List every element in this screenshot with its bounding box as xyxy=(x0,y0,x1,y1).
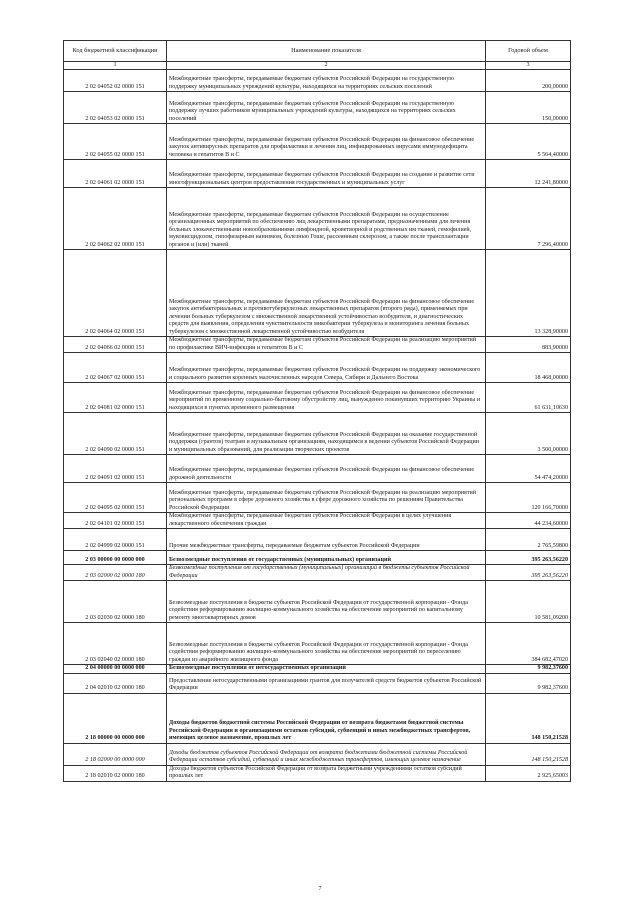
budget-code-cell: 2 02 04101 02 0000 151 xyxy=(64,513,167,529)
annual-volume-cell: 200,00000 xyxy=(486,70,571,92)
table-row xyxy=(64,92,571,124)
annual-volume-cell: 9 982,37600 xyxy=(486,673,571,693)
table-row xyxy=(64,250,571,337)
budget-code-cell: 2 03 00000 00 0000 000 xyxy=(64,551,167,565)
indicator-name-cell: Межбюджетные трансферты, передаваемые бюджетам субъектов Российской Федерации на финансовое обеспечение мероприятий по временному социально-бытовому обустройству лиц, вынужденно покинувших территорию Украины и находящихся в пунктах временного размещения xyxy=(167,383,486,413)
annual-volume-cell: 12 241,80000 xyxy=(486,160,571,188)
budget-table-page xyxy=(63,40,570,782)
budget-code-cell: 2 02 04052 02 0000 151 xyxy=(64,70,167,92)
indicator-name-cell: Межбюджетные трансферты, передаваемые бюджетам субъектов Российской Федерации на государственную поддержку муниципальных учреждений культуры, находящихся на территориях сельских поселений xyxy=(167,70,486,92)
table-row xyxy=(64,565,571,581)
indicator-name-cell: Межбюджетные трансферты, передаваемые бюджетам субъектов Российской Федерации на реализацию мероприятий по профилактике ВИЧ-инфекции и гепатитов В и С xyxy=(167,337,486,353)
budget-code-cell: 2 18 02000 00 0000 000 xyxy=(64,743,167,765)
table-row xyxy=(64,413,571,455)
budget-code-cell: 2 02 04095 02 0000 151 xyxy=(64,483,167,513)
annual-volume-cell: 10 581,09200 xyxy=(486,581,571,623)
table-body xyxy=(64,70,571,782)
budget-code-cell: 2 02 04062 02 0000 151 xyxy=(64,188,167,250)
budget-code-cell: 2 02 04067 02 0000 151 xyxy=(64,353,167,383)
column-number: 3 xyxy=(486,62,571,70)
table-row xyxy=(64,581,571,623)
header-code: Код бюджетной классификации xyxy=(64,41,167,62)
annual-volume-cell: 148 150,21528 xyxy=(486,693,571,743)
indicator-name-cell: Безвозмездные поступления от государственных (муниципальных) организаций xyxy=(167,551,486,565)
page-number: 7 xyxy=(318,885,322,892)
budget-code-cell: 2 02 04053 02 0000 151 xyxy=(64,92,167,124)
table-row xyxy=(64,513,571,529)
table-row xyxy=(64,160,571,188)
table-row xyxy=(64,337,571,353)
table-row xyxy=(64,551,571,565)
indicator-name-cell: Межбюджетные трансферты, передаваемые бюджетам субъектов Российской Федерации на поддержку экономического и социального развития коренных малочисленных народов Севера, Сибири и Дальнего Востока xyxy=(167,353,486,383)
budget-code-cell: 2 18 02010 02 0000 180 xyxy=(64,765,167,781)
annual-volume-cell: 395 263,56220 xyxy=(486,565,571,581)
table-row xyxy=(64,188,571,250)
indicator-name-cell: Межбюджетные трансферты, передаваемые бюджетам субъектов Российской Федерации на финансовое обеспечение дорожной деятельности xyxy=(167,455,486,483)
annual-volume-cell: 2 765,59800 xyxy=(486,529,571,551)
table-row xyxy=(64,529,571,551)
indicator-name-cell: Межбюджетные трансферты, передаваемые бюджетам субъектов Российской Федерации на реализацию мероприятий региональных программ в сфере дорожного хозяйства в сфере дорожного хозяйства по решениям Правительства Российской Федерации xyxy=(167,483,486,513)
indicator-name-cell: Безвозмездные поступления в бюджеты субъектов Российской Федерации от государственной корпорации - Фонда содействия реформированию жилищно-коммунального хозяйства на обеспечение мероприятий по переселению граждан из аварийного жилищного фонда xyxy=(167,623,486,665)
table-row xyxy=(64,353,571,383)
indicator-name-cell: Межбюджетные трансферты, передаваемые бюджетам субъектов Российской Федерации на финансовое обеспечение закупок антивирусных препаратов для профилактики и лечения лиц, инфицированных вирусами иммунодефицита человека и гепатитов В и С xyxy=(167,124,486,160)
budget-code-cell: 2 02 04081 02 0000 151 xyxy=(64,383,167,413)
table-row xyxy=(64,383,571,413)
annual-volume-cell: 150,00000 xyxy=(486,92,571,124)
table-row xyxy=(64,673,571,693)
annual-volume-cell: 384 682,47020 xyxy=(486,623,571,665)
table-row xyxy=(64,483,571,513)
annual-volume-cell: 148 150,21528 xyxy=(486,743,571,765)
budget-code-cell: 2 02 04064 02 0000 151 xyxy=(64,250,167,337)
indicator-name-cell: Межбюджетные трансферты, передаваемые бюджетам субъектов Российской Федерации на создание и развитие сети многофункциональных центров предоставления государственных и муниципальных услуг xyxy=(167,160,486,188)
annual-volume-cell: 3 500,00000 xyxy=(486,413,571,455)
budget-code-cell: 2 02 04066 02 0000 151 xyxy=(64,337,167,353)
budget-code-cell: 2 02 04091 02 0000 151 xyxy=(64,455,167,483)
annual-volume-cell: 883,90000 xyxy=(486,337,571,353)
table-row xyxy=(64,124,571,160)
annual-volume-cell: 44 234,60000 xyxy=(486,513,571,529)
table-row xyxy=(64,765,571,781)
indicator-name-cell: Доходы бюджетов субъектов Российской Федерации от возврата бюджетами бюджетной системы Российской Федерации остатков субсидий, субвенций и иных межбюджетных трансфертов, имеющих целевое назначение xyxy=(167,743,486,765)
budget-code-cell: 2 02 04055 02 0000 151 xyxy=(64,124,167,160)
budget-code-cell: 2 02 04090 02 0000 151 xyxy=(64,413,167,455)
budget-code-cell: 2 04 00000 00 0000 000 xyxy=(64,665,167,674)
annual-volume-cell: 395 263,56220 xyxy=(486,551,571,565)
table-row xyxy=(64,665,571,674)
annual-volume-cell: 2 925,65003 xyxy=(486,765,571,781)
budget-code-cell: 2 02 04999 02 0000 151 xyxy=(64,529,167,551)
budget-code-cell: 2 04 02010 02 0000 180 xyxy=(64,673,167,693)
table-row xyxy=(64,693,571,743)
indicator-name-cell: Межбюджетные трансферты, передаваемые бюджетам субъектов Российской Федерации на финансовое обеспечение закупок антибактериальных и противотуберкулезных лекарственных препаратов (второго ряда), применяемых при лечении больных туберкулезом с множественной лекарственной устойчивостью возбудителя, и диагностических средств для выявления, определения чувствительности микобактерии туберкулеза и мониторинга лечения больных туберкулезом с множественной лекарственной устойчивостью возбудителя xyxy=(167,250,486,337)
indicator-name-cell: Межбюджетные трансферты, передаваемые бюджетам субъектов Российской Федерации на государственную поддержку лучших работников муниципальных учреждений культуры, находящихся на территориях сельских поселений xyxy=(167,92,486,124)
indicator-name-cell: Межбюджетные трансферты, передаваемые бюджетам субъектов Российской Федерации в целях улучшения лекарственного обеспечения граждан xyxy=(167,513,486,529)
indicator-name-cell: Межбюджетные трансферты, передаваемые бюджетам субъектов Российской Федерации на оказание государственной поддержки (грантов) театрам и музыкальным организациям, находящимся в ведении субъектов Российской Федерации и муниципальных образований, для реализации творческих проектов xyxy=(167,413,486,455)
header-name: Наименование показателя xyxy=(167,41,486,62)
table-row xyxy=(64,455,571,483)
budget-code-cell: 2 03 02000 02 0000 180 xyxy=(64,565,167,581)
annual-volume-cell: 5 564,40000 xyxy=(486,124,571,160)
indicator-name-cell: Доходы бюджетов бюджетной системы Российской Федерации от возврата бюджетами бюджетной системы Российской Федерации и организациями остатков субсидий, субвенций и иных межбюджетных трансфертов, имеющих целевое назначение, прошлых лет xyxy=(167,693,486,743)
table-row xyxy=(64,743,571,765)
indicator-name-cell: Прочие межбюджетные трансферты, передаваемые бюджетам субъектов Российской Федерации xyxy=(167,529,486,551)
annual-volume-cell: 120 166,70000 xyxy=(486,483,571,513)
annual-volume-cell: 18 468,00000 xyxy=(486,353,571,383)
budget-table xyxy=(63,40,571,782)
annual-volume-cell: 7 296,40000 xyxy=(486,188,571,250)
annual-volume-cell: 9 982,37600 xyxy=(486,665,571,674)
indicator-name-cell: Безвозмездные поступления от негосударственных организаций xyxy=(167,665,486,674)
header-value: Годовой объем xyxy=(486,41,571,62)
budget-code-cell: 2 03 02040 02 0000 180 xyxy=(64,623,167,665)
indicator-name-cell: Межбюджетные трансферты, передаваемые бюджетам субъектов Российской Федерации на осуществление организационных мероприятий по обеспечению лиц лекарственными препаратами, предназначенными для лечения больных злокачественными новообразованиями лимфоидной, кроветворной и родственных им тканей, гемофилией, муковисцидозом, гипофизарным нанизмом, болезнью Гоше, рассеянным склерозом, а также после трансплантации органов и (или) тканей xyxy=(167,188,486,250)
annual-volume-cell: 13 328,90000 xyxy=(486,250,571,337)
budget-code-cell: 2 02 04061 02 0000 151 xyxy=(64,160,167,188)
indicator-name-cell: Доходы бюджетов субъектов Российской Федерации от возврата бюджетными учреждениями остатков субсидий прошлых лет xyxy=(167,765,486,781)
budget-code-cell: 2 18 00000 00 0000 000 xyxy=(64,693,167,743)
indicator-name-cell: Безвозмездные поступления от государственных (муниципальных) организаций в бюджеты субъектов Российской Федерации xyxy=(167,565,486,581)
column-number: 1 xyxy=(64,62,167,70)
table-header-row xyxy=(64,41,571,62)
table-row xyxy=(64,623,571,665)
budget-code-cell: 2 03 02030 02 0000 180 xyxy=(64,581,167,623)
column-number-row xyxy=(64,62,571,70)
indicator-name-cell: Безвозмездные поступления в бюджеты субъектов Российской Федерации от государственной корпорации - Фонда содействия реформированию жилищно-коммунального хозяйства на обеспечение мероприятий по капитальному ремонту многоквартирных домов xyxy=(167,581,486,623)
table-row xyxy=(64,70,571,92)
annual-volume-cell: 54 474,20000 xyxy=(486,455,571,483)
column-number: 2 xyxy=(167,62,486,70)
annual-volume-cell: 61 631,10630 xyxy=(486,383,571,413)
indicator-name-cell: Предоставление негосударственными организациями грантов для получателей средств бюджетов субъектов Российской Федерации xyxy=(167,673,486,693)
